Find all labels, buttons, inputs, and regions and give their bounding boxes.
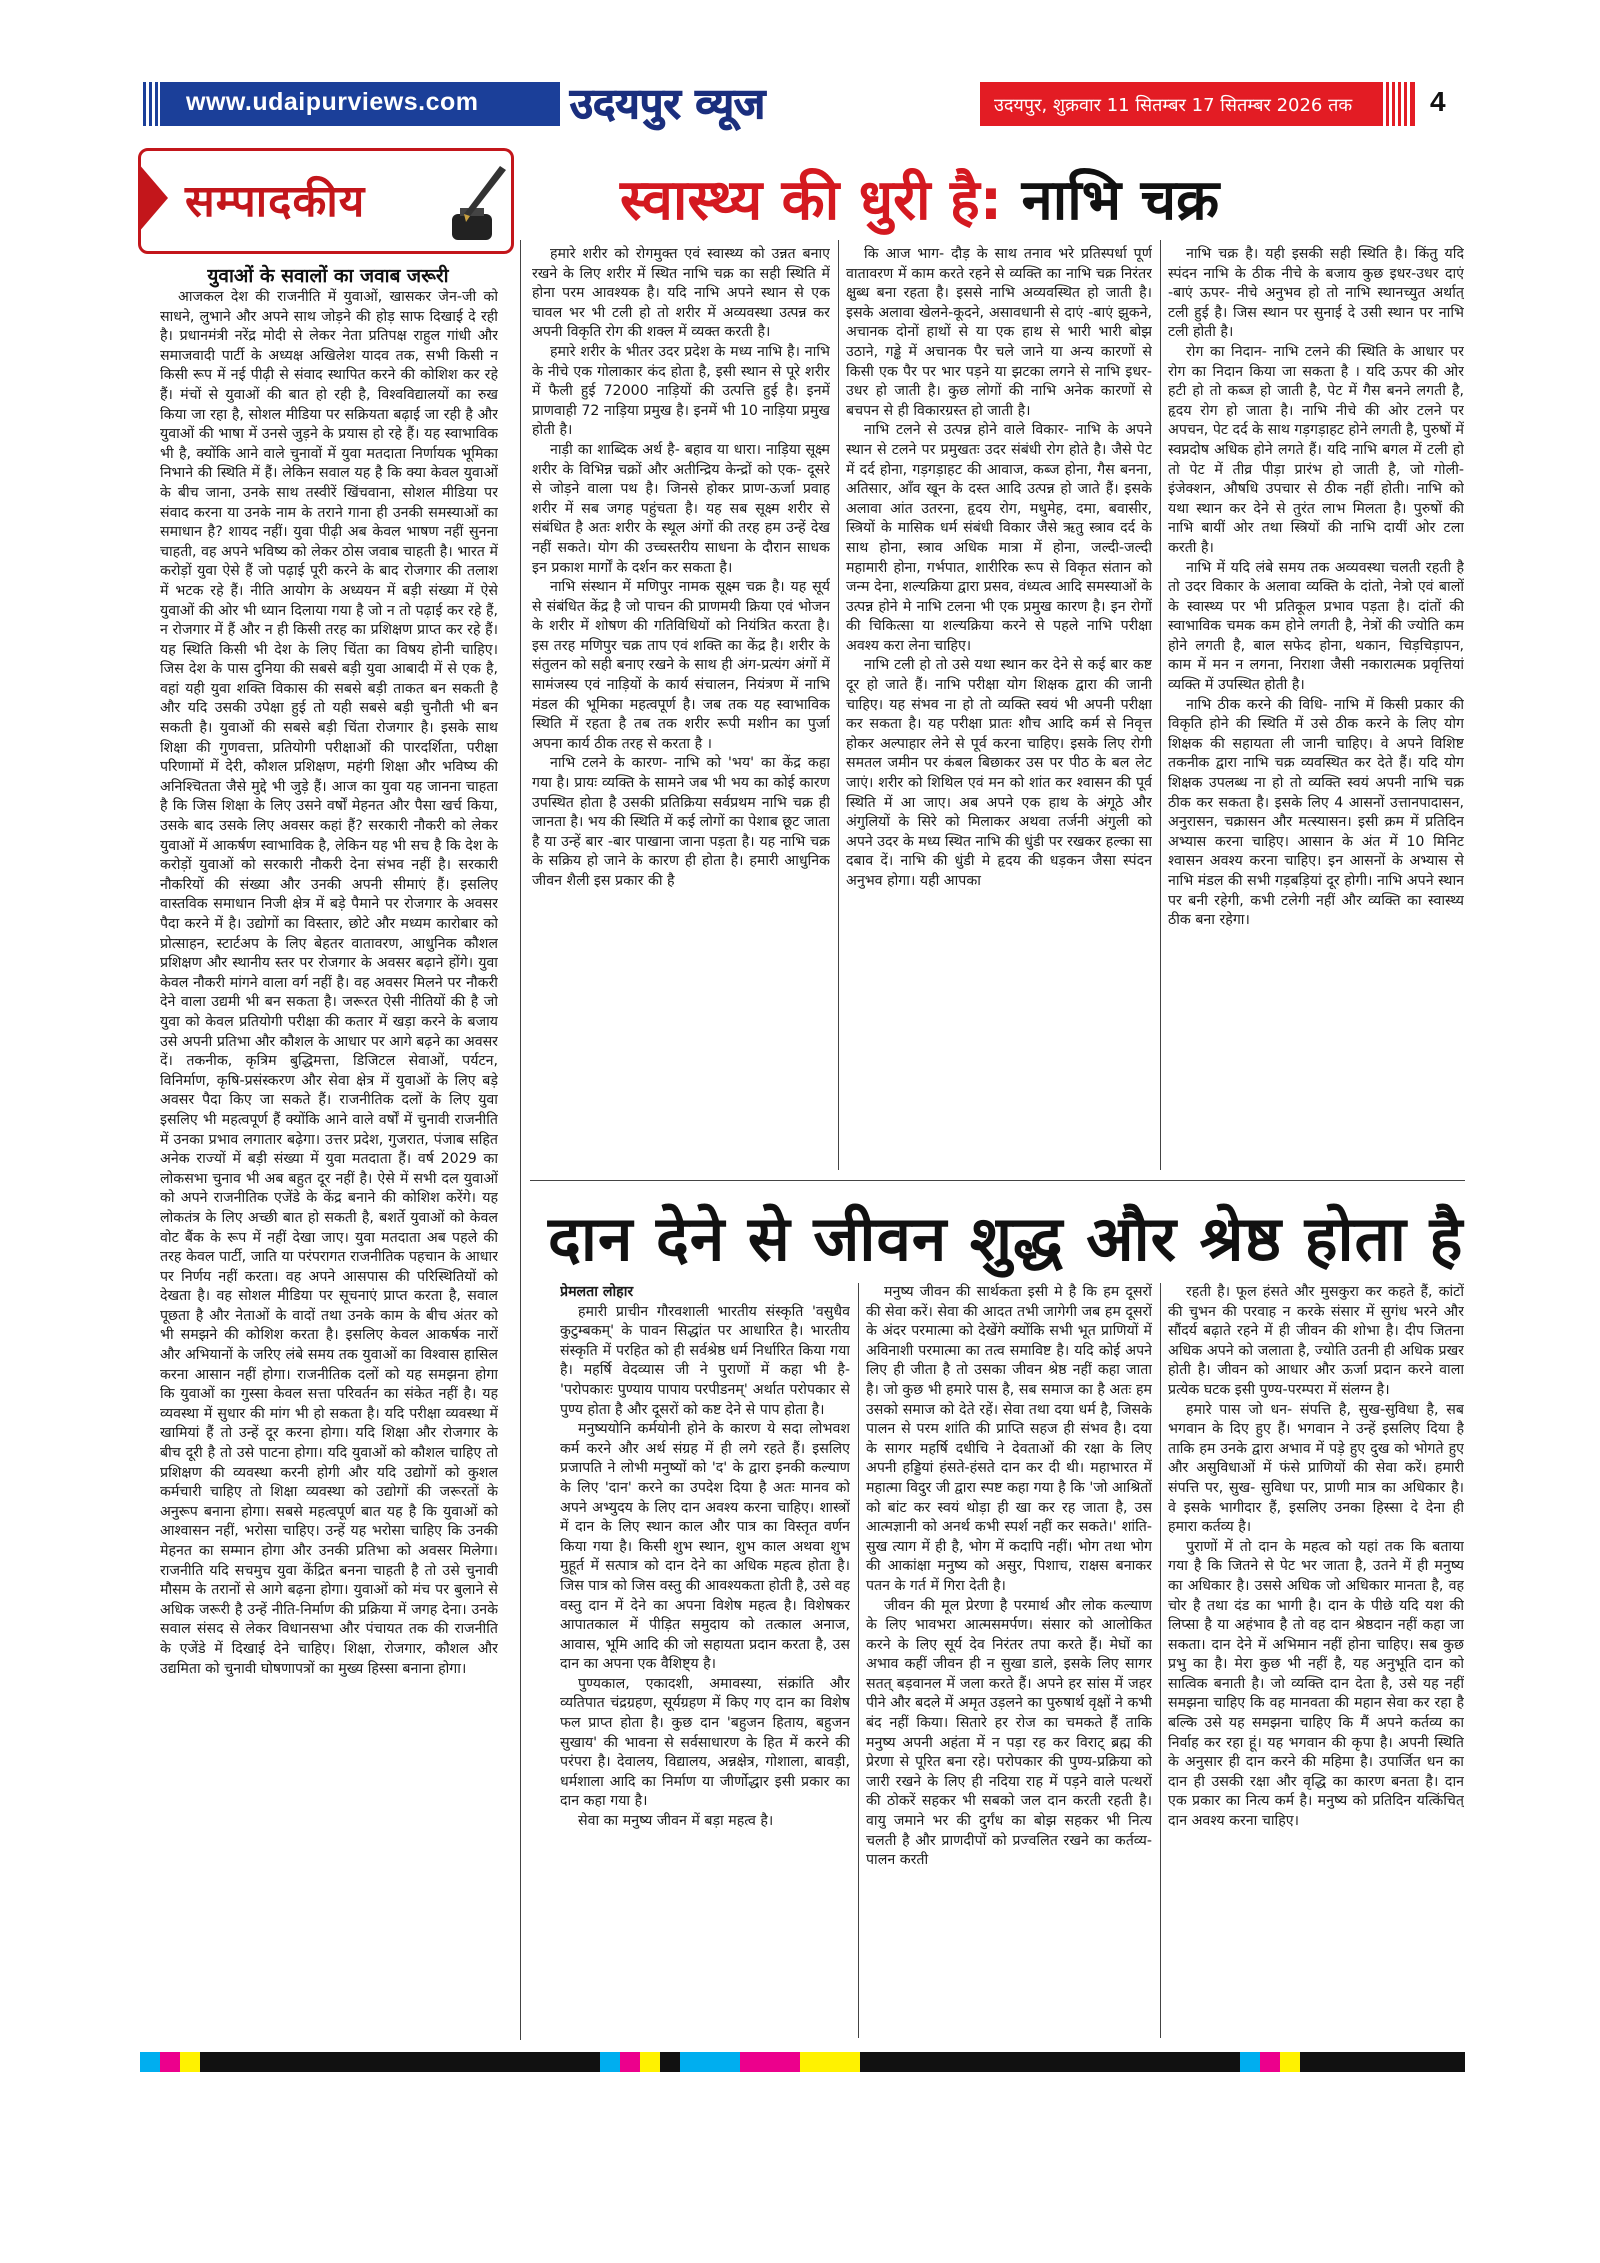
article-paragraph: नाभि संस्थान में मणिपुर नामक सूक्ष्म चक्र है। यह सूर्य से संबंधित केंद्र है जो पाचन की प्राणमयी क्रिया एवं भोजन के शरीर में शोषण की गतिविधियों को नियंत्रित करता है। इस तरह मणिपुर चक्र ताप एवं शक्ति का केंद्र है। शरीर के संतुलन को सही बनाए रखने के साथ ही अंग-प्रत्यंग अंगों में सामंजस्य एवं नाड़ियों के कार्य संचालन, नियंत्रण में नाभि मंडल की भूमिका महत्वपूर्ण है। जब तक यह स्वाभाविक स्थिति में रहता है तब तक शरीर रूपी मशीन का पुर्जा अपना कार्य ठीक तरह से करता है । xyxy=(532,579,830,752)
article-paragraph: हमारे शरीर को रोगमुक्त एवं स्वास्थ्य को उन्नत बनाए रखने के लिए शरीर में स्थित नाभि चक्र का सही स्थिति में होना परम आवश्यक है। यदि नाभि अपने स्थान से एक चावल भर भी टली हो तो शरीर में अव्यवस्था उत्पन्न कर अपनी विकृति रोग की शक्ल में व्यक्त करती है। xyxy=(532,246,830,341)
section-label-text: सम्पादकीय xyxy=(185,176,366,227)
column-divider xyxy=(1160,1283,1161,2038)
label-arrow xyxy=(138,163,168,233)
article-paragraph: मनुष्ययोनि कर्मयोनी होने के कारण ये सदा लोभवश कर्म करने और अर्थ संग्रह में ही लगे रहते हैं। इसलिए प्रजापति ने लोभी मनुष्यों को 'द' के द्वारा इनकी कल्याण के लिए 'दान' करने का उपदेश दिया है अतः मानव को अपने अभ्युदय के लिए दान अवश्य करना चाहिए। शास्त्रों में दान के लिए स्थान काल और पात्र का विस्तृत वर्णन किया गया है। किसी शुभ स्थान, शुभ काल अथवा शुभ मुहूर्त में सत्पात्र को दान देने का अधिक महत्व होता है। जिस पात्र को जिस वस्तु की आवश्यकता होती है, उसे वह वस्तु दान में देने का अपना विशेष महत्व है। विशेषकर आपातकाल में पीड़ित समुदाय को तत्काल अनाज, आवास, भूमि आदि की जो सहायता प्रदान करता है, उस दान का अपना एक वैशिष्ट्य है। xyxy=(560,1421,850,1673)
article-paragraph: सेवा का मनुष्य जीवन में बड़ा महत्व है। xyxy=(578,1813,774,1830)
byline: प्रेमलता लोहार xyxy=(560,1284,634,1300)
article2-column-2 xyxy=(866,1283,1152,2038)
article1-column-1 xyxy=(532,245,830,1170)
column-divider xyxy=(520,240,521,2040)
editorial-body xyxy=(160,288,498,2030)
headline-accent: नाभि चक्र xyxy=(1021,168,1220,233)
article-paragraph: हमारे शरीर के भीतर उदर प्रदेश के मध्य नाभि है। नाभि के नीचे एक गोलाकार कंद होता है, इसी स्थान से पूरे शरीर में फैली हुई 72000 नाड़ियों की उत्पत्ति हुई है। इनमें प्राणवाही 72 नाड़िया प्रमुख है। इनमें भी 10 नाड़िया प्रमुख होती है। xyxy=(532,343,830,439)
article2-column-3 xyxy=(1168,1283,1464,2038)
dateline: उदयपुर, शुक्रवार 11 सितम्बर 17 सितम्बर 2026 तक xyxy=(994,95,1353,116)
masthead-bar xyxy=(140,79,1465,128)
editorial-paragraph: आजकल देश की राजनीति में युवाओं, खासकर जेन-जी को साधने, लुभाने और अपने साथ जोड़ने की होड़ साफ दिखाई दे रही है। प्रधानमंत्री नरेंद्र मोदी से लेकर नेता प्रतिपक्ष राहुल गांधी और समाजवादी पार्टी के अध्यक्ष अखिलेश यादव तक, सभी किसी न किसी रूप में नई पीढ़ी से संवाद स्थापित करने की कोशिश कर रहे हैं। मंचों से युवाओं की बात हो रही है, विश्वविद्यालयों का रुख किया जा रहा है, सोशल मीडिया पर सक्रियता बढ़ाई जा रही है और युवाओं की भाषा में उनसे जुड़ने के प्रयास हो रहे हैं। यह स्वाभाविक भी है, क्योंकि आने वाले चुनावों में युवा मतदाता निर्णायक भूमिका निभाने की स्थिति में हैं। लेकिन सवाल यह है कि क्या केवल युवाओं के बीच जाना, उनके साथ तस्वीरें खिंचवाना, सोशल मीडिया पर संवाद करना या उनके नाम के तराने गाना ही उनकी समस्याओं का समाधान है? शायद नहीं। युवा पीढ़ी अब केवल भाषण नहीं सुनना चाहती, वह अपने भविष्य को लेकर ठोस जवाब चाहती है। भारत में करोड़ों युवा ऐसे हैं जो पढ़ाई पूरी करने के बाद रोजगार की तलाश में भटक रहे हैं। नीति आयोग के अध्ययन में बड़ी संख्या में ऐसे युवाओं की ओर भी ध्यान दिलाया गया है जो न तो पढ़ाई कर रहे हैं, न रोजगार में हैं और न ही किसी तरह का प्रशिक्षण प्राप्त कर रहे हैं। यह स्थिति किसी भी देश के लिए चिंता का विषय होनी चाहिए। जिस देश के पास दुनिया की सबसे बड़ी युवा आबादी में से एक है, वहां यही युवा शक्ति विकास की सबसे बड़ी ताकत बन सकती है और यदि उसकी उपेक्षा हुई तो यही सबसे बड़ी चुनौती भी बन सकती है। युवाओं की सबसे बड़ी चिंता रोजगार है। इसके साथ शिक्षा की गुणवत्ता, प्रतियोगी परीक्षाओं की पारदर्शिता, परीक्षा परिणामों में देरी, कौशल प्रशिक्षण, महंगी शिक्षा और भविष्य की अनिश्चितता जैसे मुद्दे भी जुड़े हैं। आज का युवा यह जानना चाहता है कि जिस शिक्षा के लिए उसने वर्षों मेहनत और पैसा खर्च किया, उसके बाद उसके लिए अवसर कहां हैं? सरकारी नौकरी को लेकर युवाओं में आकर्षण स्वाभाविक है, लेकिन यह भी सच है कि देश के करोड़ों युवाओं को सरकारी नौकरी देना संभव नहीं है। सरकारी नौकरियों की संख्या और उनकी अपनी सीमाएं हैं। इसलिए वास्तविक समाधान निजी क्षेत्र में बड़े पैमाने पर रोजगार के अवसर पैदा करने में है। उद्योगों का विस्तार, छोटे और मध्यम कारोबार को प्रोत्साहन, स्टार्टअप के लिए बेहतर वातावरण, आधुनिक कौशल प्रशिक्षण और स्थानीय स्तर पर रोजगार के अवसर बढ़ाने होंगे। युवा केवल नौकरी मांगने वाला वर्ग नहीं है। वह अवसर मिलने पर नौकरी देने वाला उद्यमी भी बन सकता है। जरूरत ऐसी नीतियों की है जो युवा को केवल प्रतियोगी परीक्षा की कतार में खड़ा करने के बजाय उसे अपनी प्रतिभा और कौशल के आधार पर आगे बढ़ने का अवसर दें। तकनीक, कृत्रिम बुद्धिमत्ता, डिजिटल सेवाओं, पर्यटन, विनिर्माण, कृषि-प्रसंस्करण और सेवा क्षेत्र में युवाओं के लिए बड़े अवसर पैदा किए जा सकते हैं। राजनीतिक दलों के लिए युवा इसलिए भी महत्वपूर्ण हैं क्योंकि आने वाले वर्षों में चुनावी राजनीति में उनका प्रभाव लगातार बढ़ेगा। उत्तर प्रदेश, गुजरात, पंजाब सहित अनेक राज्यों में बड़ी संख्या में युवा मतदाता हैं। वर्ष 2029 का लोकसभा चुनाव भी अब बहुत दूर नहीं है। ऐसे में सभी दल युवाओं को अपने राजनीतिक एजेंडे के केंद्र बनाने की कोशिश करेंगे। यह लोकतंत्र के लिए अच्छी बात हो सकती है, बशर्ते युवाओं को केवल वोट बैंक के रूप में नहीं देखा जाए। युवा मतदाता अब पहले की तरह केवल पार्टी, जाति या परंपरागत राजनीतिक पहचान के आधार पर निर्णय नहीं करता। वह अपने आसपास की परिस्थितियों को देखता है। वह सोशल मीडिया पर सूचनाएं प्राप्त करता है, सवाल पूछता है और नेताओं के वादों तथा उनके काम के बीच अंतर को भी समझने की कोशिश करता है। इसलिए केवल आकर्षक नारों और अभियानों के जरिए लंबे समय तक युवाओं का विश्वास हासिल करना आसान नहीं होगा। राजनीतिक दलों को यह समझना होगा कि युवाओं का गुस्सा केवल सत्ता परिवर्तन का संकेत नहीं है। यह व्यवस्था में सुधार की मांग भी हो सकता है। यदि परीक्षा व्यवस्था में खामियां हैं तो उन्हें दूर करना होगा। यदि शिक्षा और रोजगार के बीच दूरी है तो उसे पाटना होगा। यदि युवाओं को कौशल चाहिए तो प्रशिक्षण की व्यवस्था करनी होगी और यदि उद्योगों को कुशल कर्मचारी चाहिए तो शिक्षा व्यवस्था को उद्योगों की जरूरतों के अनुरूप बनाना होगा। सबसे महत्वपूर्ण बात यह है कि युवाओं को आश्वासन नहीं, भरोसा चाहिए। उन्हें यह भरोसा चाहिए कि उनकी मेहनत का सम्मान होगा और उनकी प्रतिभा को अवसर मिलेगा। राजनीति यदि सचमुच युवा केंद्रित बनना चाहती है तो उसे चुनावी मौसम के तरानों से आगे बढ़ना होगा। युवाओं को मंच पर बुलाने से अधिक जरूरी है उन्हें नीति-निर्माण की प्रक्रिया में जगह देना। उनके सवाल संसद से लेकर विधानसभा और पंचायत तक की राजनीति के एजेंडे में दिखाई देने चाहिए। शिक्षा, रोजगार, कौशल और उद्यमिता को चुनावी घोषणापत्रों का मुख्य हिस्सा बनाना होगा। xyxy=(160,289,498,1677)
editorial-title: युवाओं के सवालों का जवाब जरूरी xyxy=(207,265,449,287)
dateline-stripes xyxy=(1380,82,1410,126)
article-paragraph: पुराणों में तो दान के महत्व को यहां तक कि बताया गया है कि जितने से पेट भर जाता है, उतने में ही मनुष्य का अधिकार है। उससे अधिक जो अधिकार मानता है, वह चोर है तथा दंड का भागी है। दान के पीछे यदि यश की लिप्सा है या अहंभाव है तो वह दान श्रेष्ठदान नहीं कहा जा सकता। दान देने में अभिमान नहीं होना चाहिए। सब कुछ प्रभु का है। मेरा कुछ भी नहीं है, यह अनुभूति दान को सात्विक बनाती है। जो व्यक्ति दान देता है, उसे यह नहीं समझना चाहिए कि वह मानवता की महान सेवा कर रहा है बल्कि उसे यह समझना चाहिए कि मैं अपने कर्तव्य का निर्वाह कर रहा हूं। यह भगवान की कृपा है। अपनी स्थिति के अनुसार ही दान करने की महिमा है। उपार्जित धन का दान ही उसकी रक्षा और वृद्धि का कारण बनता है। दान एक प्रकार का नित्य कर्म है। मनुष्य को प्रतिदिन यत्किंचित् दान अवश्य करना चाहिए। xyxy=(1168,1538,1464,1830)
column-divider xyxy=(838,240,839,1170)
color-registration-bar xyxy=(140,2052,1465,2072)
article-paragraph: नाभि टलने से उत्पन्न होने वाले विकार- नाभि के अपने स्थान से टलने पर प्रमुखतः उदर संबंधी रोग होते है। जैसे पेट में दर्द होना, गड़गड़ाहट की आवाज, कब्ज होना, गैस बनना, अतिसार, आँव खून के दस्त आदि उत्पन्न हो जाते हैं। इसके अलावा आंत उतरना, हृदय रोग, मधुमेह, दमा, बवासीर, स्त्रियों के मासिक धर्म संबंधी विकार जैसे ऋतु स्त्राव दर्द के साथ होना, स्त्राव अधिक मात्रा में होना, जल्दी-जल्दी महामारी होना, गर्भपात, शारीरिक रूप से विकृत संतान को जन्म देना, शल्यक्रिया द्वारा प्रसव, वंध्यत्व आदि समस्याओं के उत्पन्न होने मे नाभि टलना भी एक प्रमुख कारण है। इन रोगों की चिकित्सा या शल्यक्रिया करने से पहले नाभि परीक्षा अवश्य करा लेना चाहिए। xyxy=(846,422,1152,654)
column-divider xyxy=(1160,240,1161,1170)
article-headline xyxy=(620,160,1380,233)
pen-inkpot-icon xyxy=(440,164,510,244)
article-paragraph: नाभि टली हो तो उसे यथा स्थान कर देने से कई बार कष्ट दूर हो जाते हैं। नाभि परीक्षा योग शिक्षक द्वारा की जानी चाहिए। यह संभव ना हो तो व्यक्ति स्वयं भी अपनी परीक्षा कर सकता है। यह परीक्षा प्रातः शौच आदि कर्म से निवृत्त होकर अल्पाहार लेने से पूर्व करना चाहिए। इसके लिए रोगी समतल जमीन पर कंबल बिछाकर उस पर पीठ के बल लेट जाएं। शरीर को शिथिल एवं मन को शांत कर श्वासन की पूर्व स्थिति में आ जाए। अब अपने एक हाथ के अंगूठे और अंगुलियों के सिरे को मिलाकर अथवा तर्जनी अंगुली को अपने उदर के मध्य स्थित नाभि की धुंडी पर रखकर हल्का सा दबाव दें। नाभि की धुंडी मे हृदय की धड़कन जैसा स्पंदन अनुभव होगा। यही आपका xyxy=(846,657,1152,889)
headline-main: स्वास्थ्य की धुरी है: xyxy=(620,168,1003,233)
article2-headline: दान देने से जीवन शुद्ध और श्रेष्ठ होता है xyxy=(548,1202,1464,1275)
article-paragraph: मनुष्य जीवन की सार्थकता इसी मे है कि हम दूसरों की सेवा करें। सेवा की आदत तभी जागेगी जब हम दूसरों के अंदर परमात्मा को देखेंगे क्योंकि सभी भूत प्राणियों में अविनाशी परमात्मा का तत्व समाविष्ट है। यदि कोई अपने लिए ही जीता है तो उसका जीवन श्रेष्ठ नहीं कहा जाता है। जो कुछ भी हमारे पास है, सब समाज का है अतः हम उसको समाज को देते रहें। सेवा तथा दया धर्म है, जिसके पालन से परम शांति की प्राप्ति सहज ही संभव है। दया के सागर महर्षि दधीचि ने देवताओं की रक्षा के लिए अपनी हड्डियां हंसते-हंसते दान कर दी थी। महाभारत में महात्मा विदुर जी द्वारा स्पष्ट कहा गया है कि 'जो आश्रितों को बांट कर स्वयं थोड़ा ही खा कर रह जाता है, उस आत्मज्ञानी को अनर्थ कभी स्पर्श नहीं कर सकते।' शांति- सुख त्याग में ही है, भोग में कदापि नहीं। भोग तथा भोग की आकांक्षा मनुष्य को असुर, पिशाच, राक्षस बनाकर पतन के गर्त में गिरा देती है। xyxy=(866,1284,1152,1594)
article-paragraph: जीवन की मूल प्रेरणा है परमार्थ और लोक कल्याण के लिए भावभरा आत्मसमर्पण। संसार को आलोकित करने के लिए सूर्य देव निरंतर तपा करते हैं। मेघों का अभाव कहीं जीवन ही न सुखा डाले, इसके लिए सागर सतत् बड़वानल में जला करते हैं। अपने हर सांस में जहर पीने और बदले में अमृत उड़लने का पुरुषार्थ वृक्षों ने कभी बंद नहीं किया। सितारे हर रोज का चमकते हैं ताकि मनुष्य अपनी अहंता में न पड़ा रह कर विराट् ब्रह्म की प्रेरणा से पूरित बना रहे। परोपकार की पुण्य-प्रक्रिया को जारी रखने के लिए ही नदिया राह में पड़ने वाले पत्थरों की ठोकरें सहकर भी सबको जल दान करती रहती है। वायु जमाने भर की दुर्गंध का बोझ सहकर भी नित्य चलती है और प्राणदीपों को प्रज्वलित रखने का कर्तव्य- पालन करती xyxy=(866,1597,1152,1869)
article-paragraph: नाभि चक्र है। यही इसकी सही स्थिति है। किंतु यदि स्पंदन नाभि के ठीक नीचे के बजाय कुछ इधर-उधर दाएं -बाएं ऊपर- नीचे अनुभव हो तो नाभि स्थानच्युत अर्थात् टली हुई है। जिस स्थान पर सुनाई दे उसी स्थान पर नाभि टली होती है। xyxy=(1168,246,1464,341)
article-paragraph: नाभि में यदि लंबे समय तक अव्यवस्था चलती रहती है तो उदर विकार के अलावा व्यक्ति के दांतो, नेत्रो एवं बालों के स्वास्थ्य पर भी प्रतिकूल प्रभाव पड़ता है। दांतों की स्वाभाविक चमक कम होने लगती है, नेत्रों की ज्योति कम होने लगती है, बाल सफेद होना, थकान, चिड़चिड़ापन, काम में मन न लगना, निराशा जैसी नकारात्मक प्रवृत्तियां व्यक्ति में उपस्थित होती है। xyxy=(1168,559,1464,694)
dateline-banner xyxy=(980,82,1415,126)
section-divider xyxy=(530,1180,1465,1181)
article-paragraph: हमारी प्राचीन गौरवशाली भारतीय संस्कृति 'वसुधैव कुटुम्बकम्' के पावन सिद्धांत पर आधारित है। भारतीय संस्कृति में परहित को ही सर्वश्रेष्ठ धर्म निर्धारित किया गया है। महर्षि वेदव्यास जी ने पुराणों में कहा भी है- 'परोपकारः पुण्याय पापाय परपीडनम्' अर्थात परोपकार से पुण्य होता है और दूसरों को कष्ट देने से पाप होता है। xyxy=(560,1303,850,1418)
article-paragraph: रोग का निदान- नाभि टलने की स्थिति के आधार पर रोग का निदान किया जा सकता है । यदि ऊपर की ओर हटी हो तो कब्ज हो जाती है, पेट में गैस बनने लगती है, हृदय रोग हो जाता है। नाभि नीचे की ओर टलने पर अपचन, पेट दर्द के साथ गड़गड़ाहट होने लगती है, पुरुषों में स्वप्नदोष अधिक होने लगते हैं। यदि नाभि बगल में टली हो तो पेट में तीव्र पीड़ा प्रारंभ हो जाती है, जो गोली- इंजेक्शन, औषधि उपचार से ठीक नहीं होती। नाभि को यथा स्थान कर देने से तुरंत लाभ मिलता है। पुरुषों की नाभि बायीं ओर तथा स्त्रियों की नाभि दायीं ओर टला करती है। xyxy=(1168,343,1464,556)
banner-stripes xyxy=(140,82,160,126)
website-url[interactable]: www.udaipurviews.com xyxy=(186,88,479,116)
article-paragraph: कि आज भाग- दौड़ के साथ तनाव भरे प्रतिस्पर्धा पूर्ण वातावरण में काम करते रहने से व्यक्ति का नाभि चक्र निरंतर क्षुब्ध बना रहता है। इससे नाभि अव्यवस्थित हो जाती है। इसके अलावा खेलने-कूदने, असावधानी से दाएं -बाएं झुकने, अचानक दोनों हाथों से या एक हाथ से भारी भारी बोझ उठाने, गड्ढे में अचानक पैर चले जाने या अन्य कारणों से किसी एक पैर पर भार पड़ने या झटका लगने से नाभि इधर-उधर हो जाती है। कुछ लोगों की नाभि अनेक कारणों से बचपन से ही विकारग्रस्त हो जाती है। xyxy=(846,246,1152,419)
column-divider xyxy=(858,1283,859,2038)
article-paragraph: रहती है। फूल हंसते और मुसकुरा कर कहते हैं, कांटों की चुभन की परवाह न करके संसार में सुगंध भरने और सौंदर्य बढ़ाते रहने में ही जीवन की शोभा है। दीप जितना अधिक अपने को जलाता है, ज्योति उतनी ही अधिक प्रखर होती है। जीवन को आधार और ऊर्जा प्रदान करने वाला प्रत्येक घटक इसी पुण्य-परम्परा में संलग्न है। xyxy=(1168,1284,1464,1398)
website-banner xyxy=(140,82,560,126)
page-number: 4 xyxy=(1430,86,1446,117)
newspaper-brand: उदयपुर व्यूज xyxy=(570,79,766,128)
article-paragraph: नाभि टलने के कारण- नाभि को 'भय' का केंद्र कहा गया है। प्रायः व्यक्ति के सामने जब भी भय का कोई कारण उपस्थित होता है उसकी प्रतिक्रिया सर्वप्रथम नाभि चक्र ही जानता है। भय की स्थिति में कई लोगों का पेशाब छूट जाता है या उन्हें बार -बार पाखाना जाना पड़ता है। यह नाभि चक्र के सक्रिय हो जाने के कारण ही होता है। हमारी आधुनिक जीवन शैली इस प्रकार की है xyxy=(532,755,830,889)
article1-column-2 xyxy=(846,245,1152,1170)
article-paragraph: पुण्यकाल, एकादशी, अमावस्या, संक्रांति और व्यतिपात चंद्रग्रहण, सूर्यग्रहण में किए गए दान का विशेष फल प्राप्त होता है। कुछ दान 'बहुजन हिताय, बहुजन सुखाय' की भावना से सर्वसाधारण के हित में करने की परंपरा है। देवालय, विद्यालय, अन्नक्षेत्र, गोशाला, बावड़ी, धर्मशाला आदि का निर्माण या जीर्णोद्धार इसी प्रकार का दान कहा गया है। xyxy=(560,1675,850,1810)
article1-column-3 xyxy=(1168,245,1464,1170)
article2-column-1 xyxy=(560,1283,850,2038)
article-paragraph: नाड़ी का शाब्दिक अर्थ है- बहाव या धारा। नाड़िया सूक्ष्म शरीर के विभिन्न चक्रों और अतीन्द्रिय केन्द्रों को एक- दूसरे से जोड़ने वाला पथ है। जिनसे होकर प्राण-ऊर्जा प्रवाह शरीर में सब जगह पहुंचता है। यह सब सूक्ष्म शरीर से संबंधित है अतः शरीर के स्थूल अंगों की तरह हम उन्हें देख नहीं सकते। योग की उच्चस्तरीय साधना के दौरान साधक इन प्रकाश मार्गों के दर्शन कर सकता है। xyxy=(532,441,830,576)
article-paragraph: नाभि ठीक करने की विधि- नाभि में किसी प्रकार की विकृति होने की स्थिति में उसे ठीक करने के लिए योग शिक्षक की सहायता ली जानी चाहिए। वे अपने विशिष्ट तकनीक द्वारा नाभि चक्र व्यवस्थित कर देते हैं। यदि योग शिक्षक उपलब्ध ना हो तो व्यक्ति स्वयं अपनी नाभि चक्र ठीक कर सकता है। इसके लिए 4 आसनों उत्तानपादासन, अनुरासन, चक्रासन और मत्स्यासन। इसी क्रम में प्रतिदिन अभ्यास करना चाहिए। आसान के अंत में 10 मिनिट श्वासन अवश्य करना चाहिए। इन आसनों के अभ्यास से नाभि मंडल की सभी गड़बड़ियां दूर होगी। नाभि अपने स्थान पर बनी रहेगी, कभी टलेगी नहीं और व्यक्ति का स्वास्थ्य ठीक बना रहेगा। xyxy=(1168,696,1464,929)
article-paragraph: हमारे पास जो धन- संपत्ति है, सुख-सुविधा है, सब भगवान के दिए हुए हैं। भगवान ने उन्हें इसलिए दिया है ताकि हम उनके द्वारा अभाव में पड़े हुए दुख को भोगते हुए और असुविधाओं में फंसे प्राणियों की सेवा करें। हमारी संपत्ति पर, सुख- सुविधा पर, प्राणी मात्र का अधिकार है। वे इसके भागीदार हैं, इसलिए उनका हिस्सा दे देना ही हमारा कर्तव्य है। xyxy=(1168,1401,1464,1536)
